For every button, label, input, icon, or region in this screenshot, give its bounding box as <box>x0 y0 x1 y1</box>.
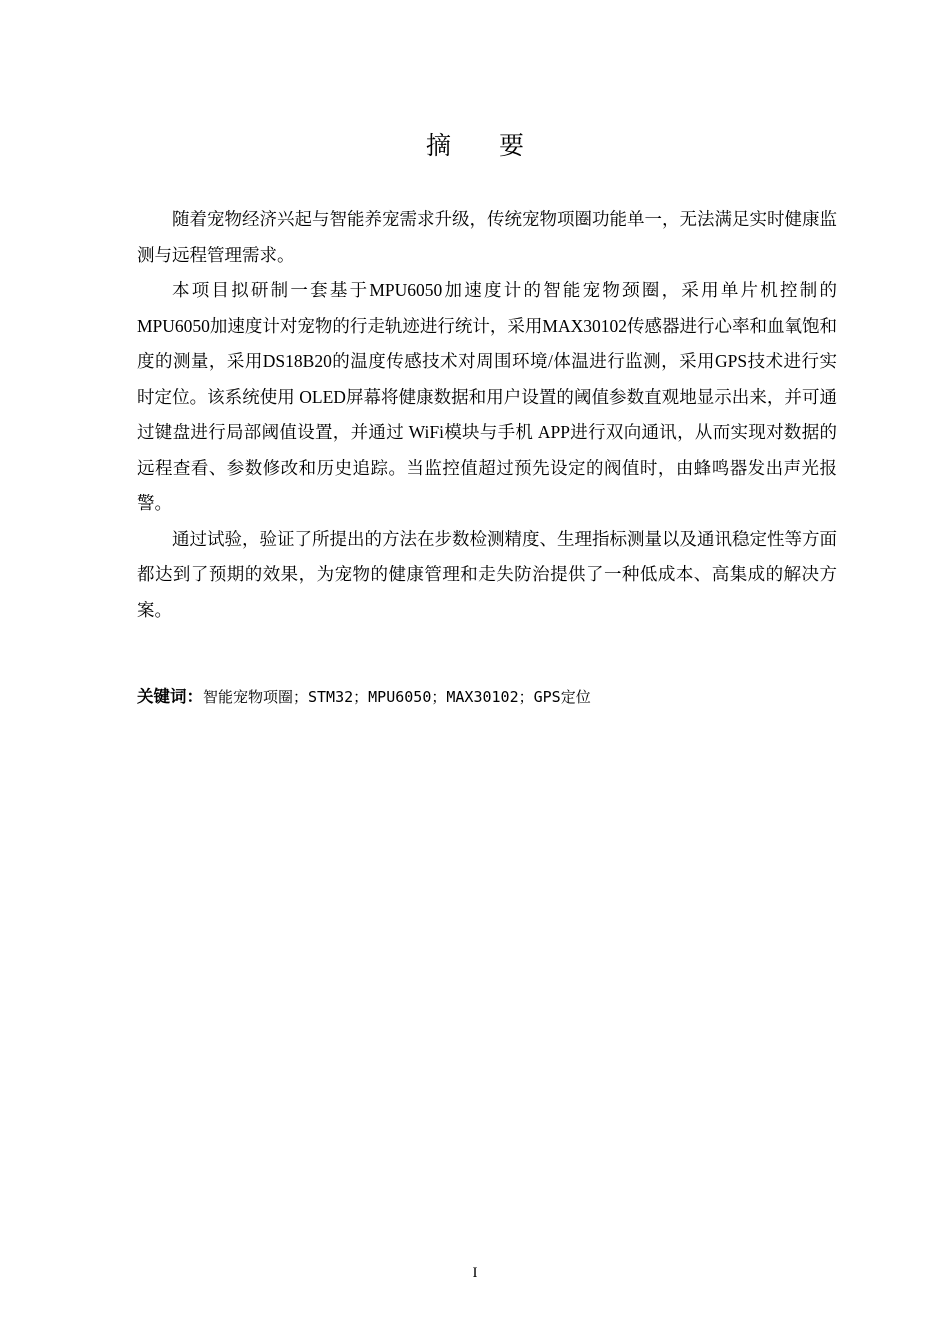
keywords-values: 智能宠物项圈；STM32；MPU6050；MAX30102；GPS定位 <box>203 688 591 706</box>
abstract-body <box>137 202 837 628</box>
abstract-paragraph-3: 通过试验，验证了所提出的方法在步数检测精度、生理指标测量以及通讯稳定性等方面都达到了预期的效果，为宠物的健康管理和走失防治提供了一种低成本、高集成的解决方案。 <box>137 528 837 620</box>
keywords-label: 关键词： <box>137 687 203 706</box>
page-number: I <box>472 1265 478 1281</box>
keywords-line <box>137 683 837 711</box>
abstract-paragraph-2: 本项目拟研制一套基于MPU6050加速度计的智能宠物颈圈，采用单片机控制的MPU6050加速度计对宠物的行走轨迹进行统计，采用MAX30102传感器进行心率和血氧饱和度的测量，采用DS18B20的温度传感技术对周围环境/体温进行监测，采用GPS技术进行实时定位。该系统使用 OLED屏幕将健康数据和用户设置的阈值参数直观地显示出来，并可通过键盘进行局部阈值设置，并通过 WiFi模块与手机 APP进行双向通讯，从而实现对数据的远程查看、参数修改和历史追踪。当监控值超过预先设定的阀值时，由蜂鸣器发出声光报警。 <box>137 280 838 513</box>
abstract-paragraph-1: 随着宠物经济兴起与智能养宠需求升级，传统宠物项圈功能单一，无法满足实时健康监测与远程管理需求。 <box>137 209 837 265</box>
abstract-title: 摘要 <box>425 131 572 160</box>
